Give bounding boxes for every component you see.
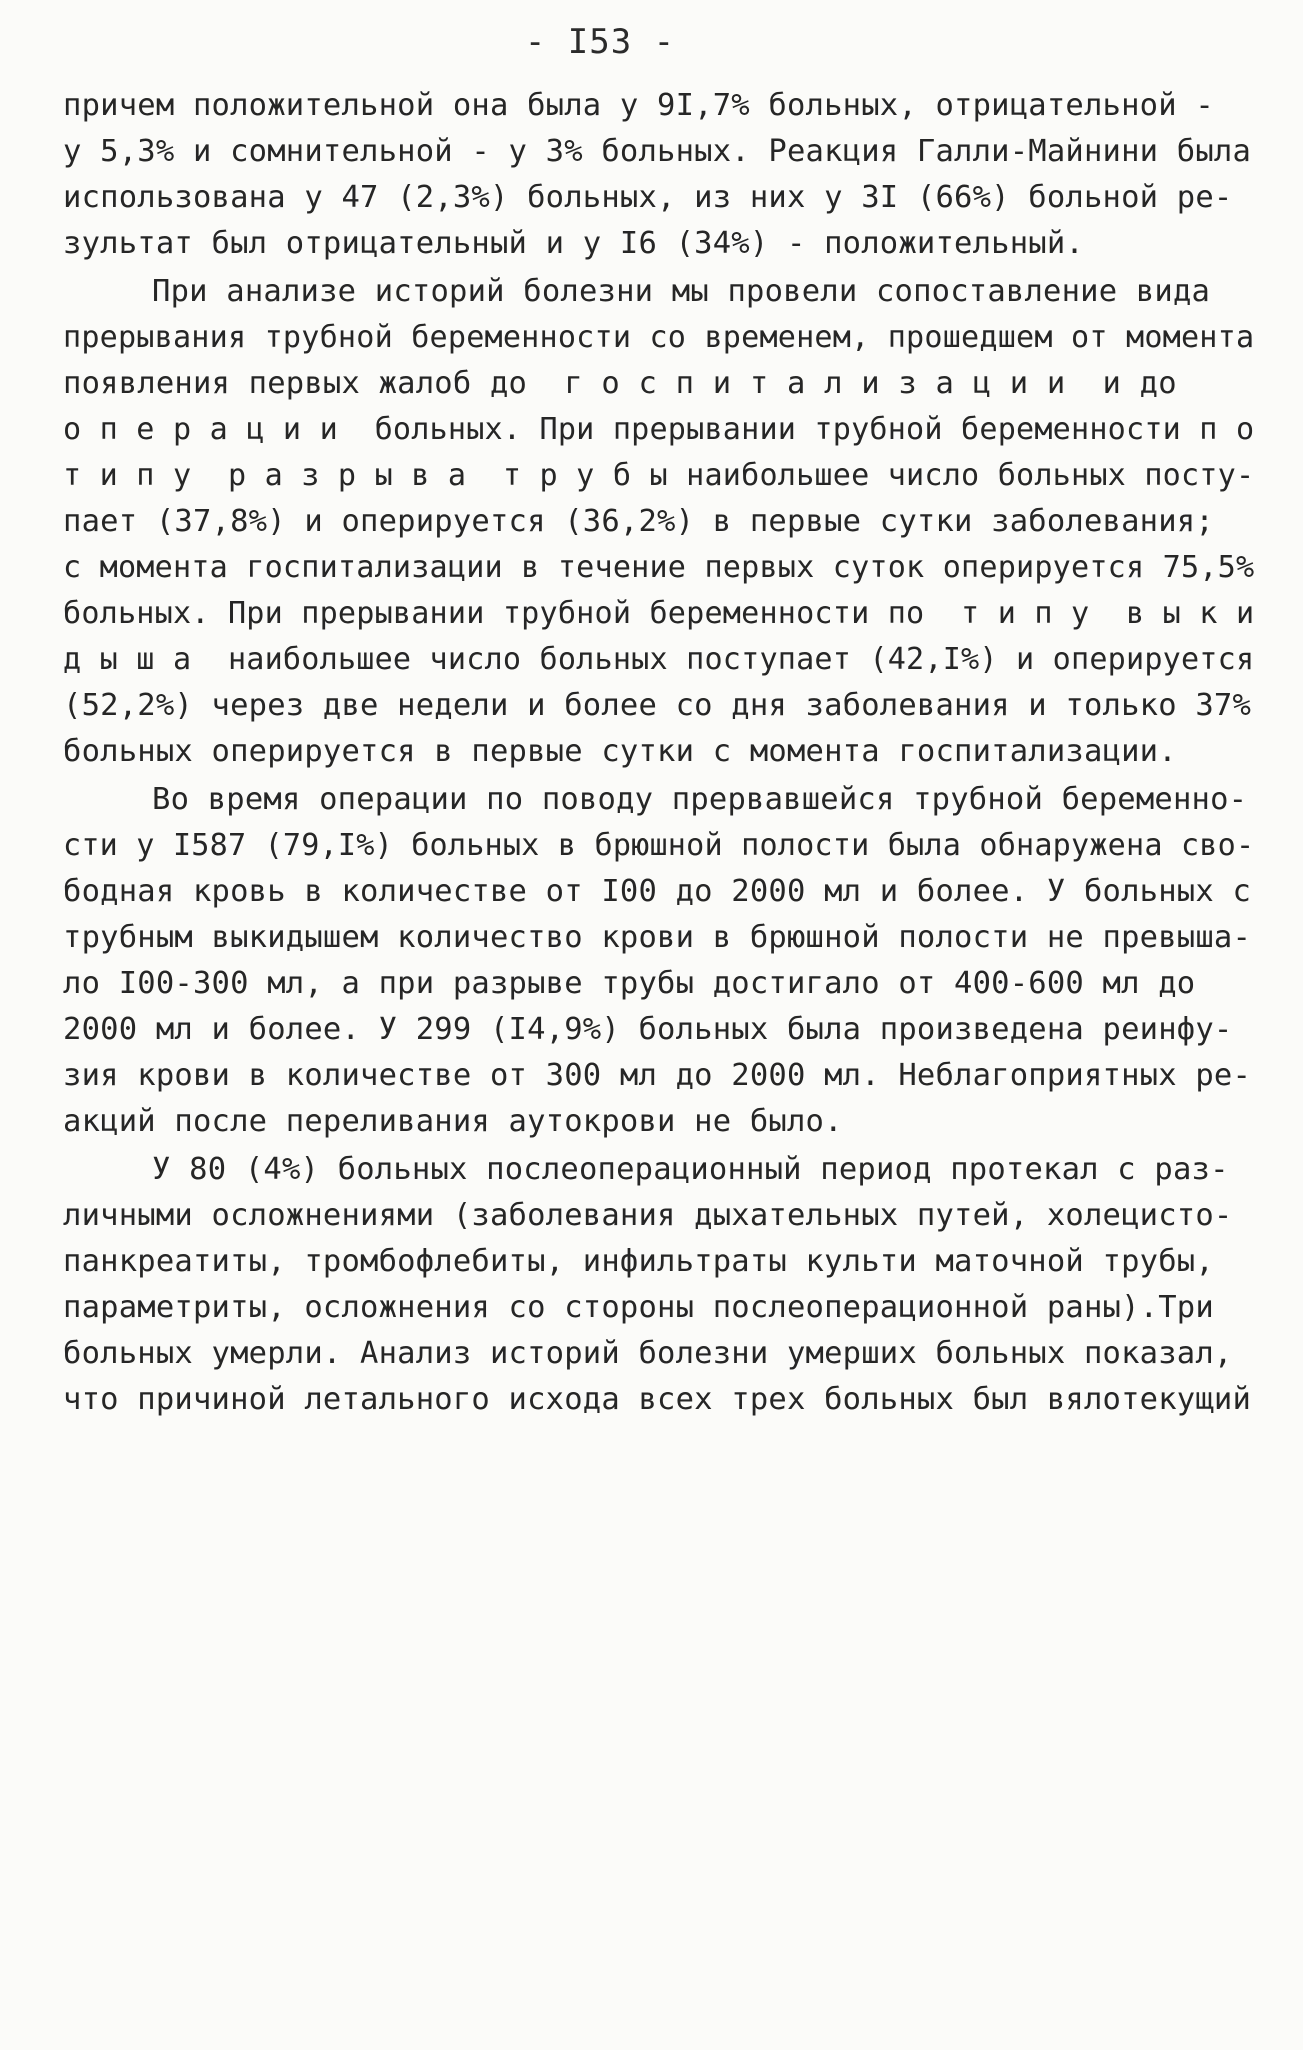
text-line: больных умерли. Анализ историй болезни умерших больных показал, [63,1336,1233,1371]
text-line: У 80 (4%) больных послеоперационный период протекал с раз- [152,1152,1229,1187]
text-line: сти у I587 (79,I%) больных в брюшной полости была обнаружена сво- [63,828,1255,863]
text-line: панкреатиты, тромбофлебиты, инфильтраты культи маточной трубы, [63,1244,1214,1279]
text-line: параметриты, осложнения со стороны послеоперационной раны).Три [63,1290,1214,1325]
text-line: зия крови в количестве от 300 мл до 2000 мл. Неблагоприятных ре- [63,1058,1252,1093]
text-line: 2000 мл и более. У 299 (I4,9%) больных была произведена реинфу- [63,1012,1233,1047]
text-line: д ы ш а наибольшее число больных поступает (42,I%) и оперируется [63,642,1255,677]
text-line: личными осложнениями (заболевания дыхательных путей, холецисто- [63,1198,1233,1233]
text-line: пает (37,8%) и оперируется (36,2%) в первые сутки заболевания; [63,504,1214,539]
text-line: с момента госпитализации в течение первых суток оперируется 75,5% [63,550,1255,585]
text-line: о п е р а ц и и больных. При прерывании трубной беременности п о [63,412,1255,447]
text-line: (52,2%) через две недели и более со дня заболевания и только 37% [63,688,1252,723]
text-line: бодная кровь в количестве от I00 до 2000 мл и более. У больных с [63,874,1252,909]
text-line: больных оперируется в первые сутки с момента госпитализации. [63,734,1177,769]
text-line: больных. При прерывании трубной беременности по т и п у в ы к и [63,596,1255,631]
text-line: т и п у р а з р ы в а т р у б ы наибольшее число больных посту- [63,458,1255,493]
page-number: - I53 - [524,22,676,62]
text-line: ло I00-300 мл, а при разрыве трубы достигало от 400-600 мл до [63,966,1196,1001]
text-line: использована у 47 (2,3%) больных, из них у 3I (66%) больной ре- [63,180,1233,215]
text-line: у 5,3% и сомнительной - у 3% больных. Реакция Галли-Майнини была [63,134,1252,169]
text-line: При анализе историй болезни мы провели сопоставление вида [152,274,1211,309]
text-line: причем положительной она была у 9I,7% больных, отрицательной - [63,88,1214,123]
text-line: трубным выкидышем количество крови в брюшной полости не превыша- [63,920,1252,955]
text-line: зультат был отрицательный и у I6 (34%) - положительный. [63,226,1084,261]
text-line: появления первых жалоб до г о с п и т а л и з а ц и и и до [63,366,1177,401]
text-line: прерывания трубной беременности со временем, прошедшем от момента [63,320,1255,355]
text-line: Во время операции по поводу прервавшейся трубной беременно- [152,782,1248,817]
text-line: что причиной летального исхода всех трех больных был вялотекущий [63,1382,1252,1417]
text-line: акций после переливания аутокрови не было. [63,1104,843,1139]
